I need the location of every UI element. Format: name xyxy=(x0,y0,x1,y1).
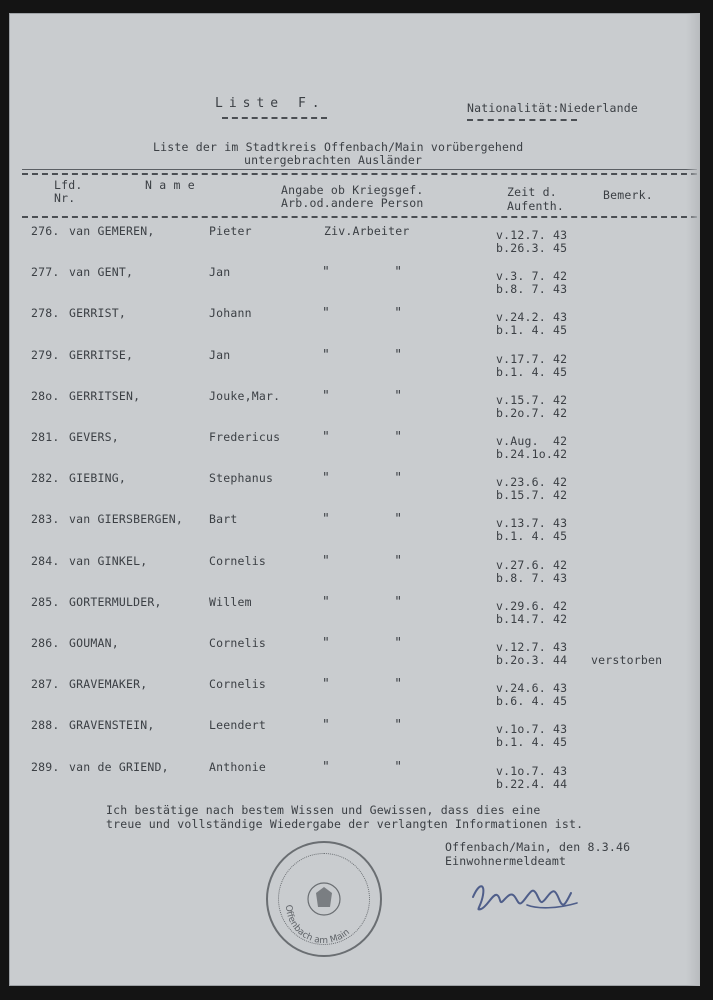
row-number: 282. xyxy=(31,471,60,485)
row-to-date: b.2o.7. 42 xyxy=(496,406,568,420)
row-person-type: " " xyxy=(322,677,403,692)
row-number: 276. xyxy=(31,224,60,238)
row-from-date: v.13.7. 43 xyxy=(496,516,568,530)
row-number: 285. xyxy=(31,595,60,609)
document-page xyxy=(9,13,700,986)
row-firstname: Cornelis xyxy=(209,636,266,650)
row-firstname: Cornelis xyxy=(209,554,266,568)
row-person-type: " " xyxy=(322,430,403,445)
issuing-office: Einwohnermeldeamt xyxy=(445,854,567,868)
col-remark: Bemerk. xyxy=(603,188,653,202)
col-time-line1: Zeit d. xyxy=(507,185,557,199)
row-to-date: b.2o.3. 44 xyxy=(496,653,568,667)
row-number: 281. xyxy=(31,430,60,444)
header-bottom-rule xyxy=(22,216,697,218)
row-number: 286. xyxy=(31,636,60,650)
row-from-date: v.29.6. 42 xyxy=(496,599,568,613)
row-firstname: Johann xyxy=(209,306,252,320)
handwritten-signature xyxy=(467,875,587,915)
row-firstname: Jan xyxy=(209,265,231,279)
col-nr-line2: Nr. xyxy=(54,191,76,205)
row-surname: GORTERMULDER, xyxy=(69,595,162,609)
row-person-type: " " xyxy=(322,760,403,775)
row-number: 284. xyxy=(31,554,60,568)
row-surname: GERRITSE, xyxy=(69,348,134,362)
row-surname: GERRITSEN, xyxy=(69,389,141,403)
nationality-underline xyxy=(467,119,577,121)
row-firstname: Fredericus xyxy=(209,430,281,444)
col-nr-line1: Lfd. xyxy=(54,178,83,192)
row-person-type: " " xyxy=(322,595,403,610)
stamp-text: Offenbach am Main xyxy=(282,904,352,947)
row-number: 283. xyxy=(31,512,60,526)
row-person-type: " " xyxy=(322,718,403,733)
col-type-line2: Arb.od.andere Person xyxy=(281,196,424,210)
row-number: 278. xyxy=(31,306,60,320)
row-surname: GOUMAN, xyxy=(69,636,119,650)
svg-text:Offenbach am Main xyxy=(283,904,352,946)
row-to-date: b.6. 4. 45 xyxy=(496,694,568,708)
row-person-type: " " xyxy=(322,389,403,404)
row-to-date: b.22.4. 44 xyxy=(496,777,568,791)
row-from-date: v.12.7. 43 xyxy=(496,228,568,242)
row-firstname: Jan xyxy=(209,348,231,362)
row-remark: verstorben xyxy=(591,653,663,667)
row-number: 279. xyxy=(31,348,60,362)
row-number: 277. xyxy=(31,265,60,279)
row-surname: van GINKEL, xyxy=(69,554,148,568)
table-top-rule xyxy=(22,169,697,170)
row-to-date: b.8. 7. 43 xyxy=(496,282,568,296)
row-from-date: v.12.7. 43 xyxy=(496,640,568,654)
row-person-type: " " xyxy=(322,265,403,280)
row-to-date: b.15.7. 42 xyxy=(496,488,568,502)
list-title: Liste F. xyxy=(215,96,326,111)
row-from-date: v.23.6. 42 xyxy=(496,475,568,489)
subtitle-line-2: untergebrachten Ausländer xyxy=(244,153,423,167)
confirmation-line-1: Ich bestätige nach bestem Wissen und Gewissen, dass dies eine xyxy=(106,803,541,817)
col-type-line1: Angabe ob Kriegsgef. xyxy=(281,183,424,197)
row-surname: GRAVEMAKER, xyxy=(69,677,148,691)
row-firstname: Anthonie xyxy=(209,760,266,774)
row-from-date: v.27.6. 42 xyxy=(496,558,568,572)
row-surname: van GENT, xyxy=(69,265,134,279)
row-number: 287. xyxy=(31,677,60,691)
row-to-date: b.1. 4. 45 xyxy=(496,323,568,337)
row-number: 288. xyxy=(31,718,60,732)
row-person-type: " " xyxy=(322,636,403,651)
row-surname: GRAVENSTEIN, xyxy=(69,718,155,732)
row-firstname: Leendert xyxy=(209,718,266,732)
row-to-date: b.1. 4. 45 xyxy=(496,735,568,749)
row-to-date: b.1. 4. 45 xyxy=(496,529,568,543)
row-to-date: b.1. 4. 45 xyxy=(496,365,568,379)
row-surname: van GIERSBERGEN, xyxy=(69,512,183,526)
col-time-line2: Aufenth. xyxy=(507,199,564,213)
nationality-label: Nationalität:Niederlande xyxy=(467,101,638,115)
place-date: Offenbach/Main, den 8.3.46 xyxy=(445,840,631,854)
row-number: 289. xyxy=(31,760,60,774)
row-from-date: v.17.7. 42 xyxy=(496,352,568,366)
official-stamp xyxy=(266,841,382,957)
row-from-date: v.15.7. 42 xyxy=(496,393,568,407)
title-underline xyxy=(222,117,327,119)
row-surname: GEVERS, xyxy=(69,430,119,444)
row-surname: GERRIST, xyxy=(69,306,126,320)
row-firstname: Pieter xyxy=(209,224,252,238)
row-from-date: v.1o.7. 43 xyxy=(496,764,568,778)
row-to-date: b.24.1o.42 xyxy=(496,447,568,461)
row-firstname: Stephanus xyxy=(209,471,274,485)
row-firstname: Bart xyxy=(209,512,238,526)
row-to-date: b.8. 7. 43 xyxy=(496,571,568,585)
row-person-type: " " xyxy=(322,306,403,321)
table-top-rule-dashed xyxy=(22,173,697,175)
row-person-type: Ziv.Arbeiter xyxy=(324,224,410,238)
row-from-date: v.24.6. 43 xyxy=(496,681,568,695)
row-from-date: v.1o.7. 43 xyxy=(496,722,568,736)
row-from-date: v.Aug. 42 xyxy=(496,434,568,448)
confirmation-line-2: treue und vollständige Wiedergabe der verlangten Informationen ist. xyxy=(106,817,584,831)
row-firstname: Jouke,Mar. xyxy=(209,389,281,403)
row-firstname: Cornelis xyxy=(209,677,266,691)
row-surname: GIEBING, xyxy=(69,471,126,485)
row-to-date: b.26.3. 45 xyxy=(496,241,568,255)
row-person-type: " " xyxy=(322,348,403,363)
row-from-date: v.24.2. 43 xyxy=(496,310,568,324)
row-person-type: " " xyxy=(322,554,403,569)
row-to-date: b.14.7. 42 xyxy=(496,612,568,626)
row-firstname: Willem xyxy=(209,595,252,609)
row-surname: van de GRIEND, xyxy=(69,760,169,774)
subtitle-line-1: Liste der im Stadtkreis Offenbach/Main vorübergehend xyxy=(153,140,524,154)
row-from-date: v.3. 7. 42 xyxy=(496,269,568,283)
row-surname: van GEMEREN, xyxy=(69,224,155,238)
row-person-type: " " xyxy=(322,512,403,527)
row-person-type: " " xyxy=(322,471,403,486)
row-number: 28o. xyxy=(31,389,60,403)
col-name: N a m e xyxy=(145,178,195,192)
